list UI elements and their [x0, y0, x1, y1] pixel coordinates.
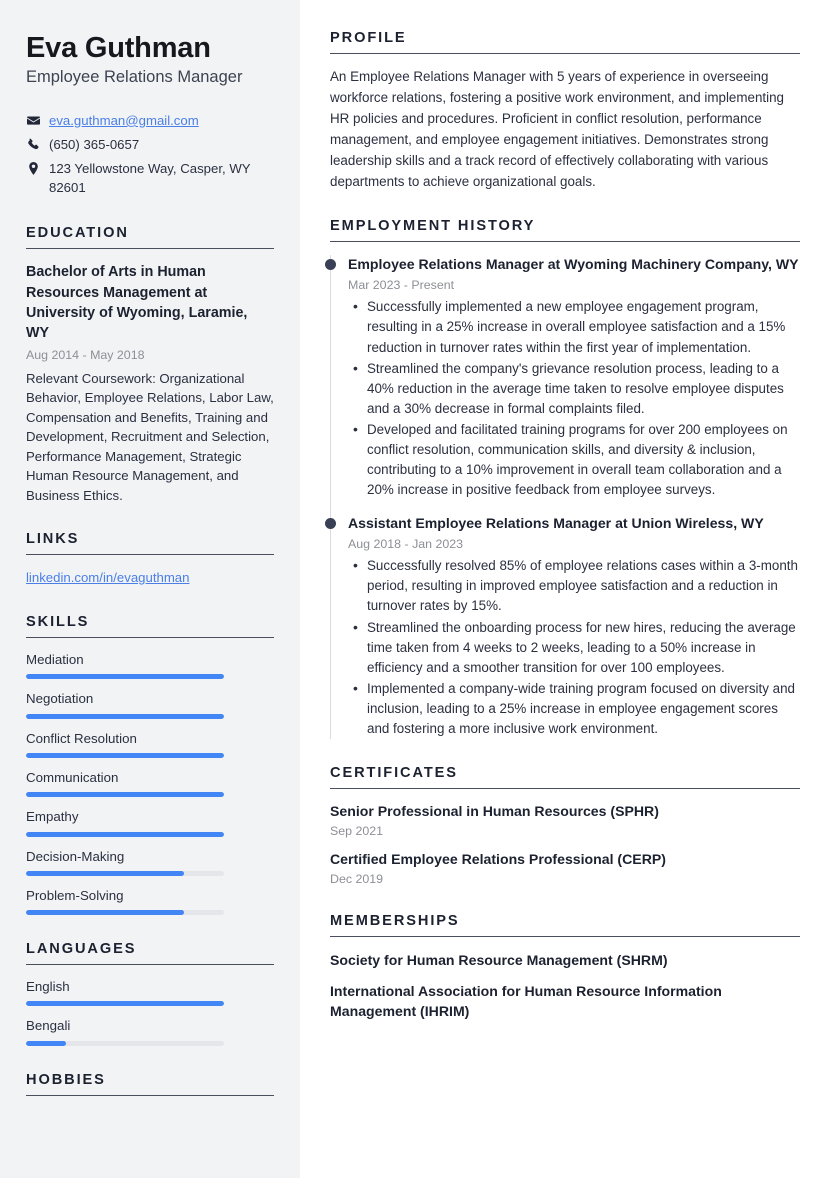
section-heading-skills: SKILLS — [26, 614, 274, 638]
job-bullet: • Successfully implemented a new employee engagement program, resulting in a 25% increase in overall employee satisfaction and a 15% reduction in turnover rates within the first year of implementation. — [348, 297, 800, 357]
skill-item — [26, 808, 274, 836]
profile-text: An Employee Relations Manager with 5 years of experience in overseeing workforce relations, fostering a positive work environment, and implementing HR policies and procedures. Proficient in conflict resolution, performance management, and employee engagement initiatives. Demonstrates strong leadership skills and a track record of effectively collaborating with various departments to achieve organizational goals. — [330, 69, 785, 189]
job-title: Assistant Employee Relations Manager at Union Wireless, WY — [348, 515, 764, 532]
skill-label: Mediation — [26, 652, 84, 668]
membership-item: Society for Human Resource Management (SHRM) — [330, 951, 668, 968]
skill-bar-fill — [26, 792, 224, 797]
language-label: Bengali — [26, 1018, 71, 1034]
section-education — [26, 225, 274, 505]
skill-bar-fill — [26, 832, 224, 837]
language-bar-fill — [26, 1001, 224, 1006]
certificate-title: Certified Employee Relations Professional (CERP) — [330, 851, 666, 868]
linkedin-link[interactable]: linkedin.com/in/evaguthman — [26, 570, 190, 586]
language-label: English — [26, 979, 70, 995]
job-title: Employee Relations Manager at Wyoming Machinery Company, WY — [348, 256, 799, 273]
job-entry — [348, 514, 800, 739]
certificate-date: Dec 2019 — [330, 871, 384, 886]
skill-item — [26, 690, 274, 718]
section-hobbies — [26, 1072, 274, 1096]
page-title: Eva Guthman — [26, 32, 211, 64]
skill-item — [26, 848, 274, 876]
education-title: Bachelor of Arts in Human Resources Management at University of Wyoming, Laramie, WY — [26, 264, 248, 342]
job-date: Mar 2023 - Present — [348, 278, 455, 293]
email-link[interactable]: eva.guthman@gmail.com — [49, 112, 199, 128]
section-memberships — [330, 913, 800, 1021]
skill-item — [26, 730, 274, 758]
phone-value: (650) 365-0657 — [49, 136, 140, 152]
job-bullet: • Streamlined the company's grievance resolution process, leading to a 40% reduction in the average time taken to resolve employee disputes and a 30% decrease in formal complaints filed. — [348, 359, 800, 419]
sidebar — [0, 0, 300, 1178]
language-item — [26, 978, 274, 1006]
skill-bar-track — [26, 674, 224, 679]
section-profile — [330, 30, 800, 192]
section-heading-memberships: MEMBERSHIPS — [330, 913, 800, 937]
section-heading-certificates: CERTIFICATES — [330, 765, 800, 789]
section-heading-profile: PROFILE — [330, 30, 800, 54]
skill-bar-track — [26, 871, 224, 876]
contact-row-email[interactable] — [26, 111, 274, 130]
certificate-date: Sep 2021 — [330, 823, 384, 838]
section-certificates — [330, 765, 800, 887]
phone-icon — [26, 135, 40, 151]
section-languages — [26, 941, 274, 1046]
skill-bar-fill — [26, 714, 224, 719]
contact-row-phone — [26, 135, 274, 154]
certificate-item — [330, 802, 800, 839]
skill-bar-track — [26, 910, 224, 915]
skill-label: Decision-Making — [26, 848, 125, 864]
section-employment-history — [330, 218, 800, 739]
skill-bar-track — [26, 753, 224, 758]
language-bar-fill — [26, 1041, 66, 1046]
main-column — [300, 0, 833, 1178]
job-bullet: • Developed and facilitated training programs for over 200 employees on conflict resolution, communication skills, and diversity & inclusion, contributing to a 10% improvement in overall team collaboration and a 20% increase in positive feedback from employee surveys. — [348, 420, 800, 500]
membership-item: International Association for Human Resource Information Management (IHRIM) — [330, 982, 722, 1019]
job-date: Aug 2018 - Jan 2023 — [348, 537, 464, 552]
section-heading-hobbies: HOBBIES — [26, 1072, 274, 1096]
location-pin-icon — [26, 159, 40, 175]
header-job-title: Employee Relations Manager — [26, 68, 243, 87]
language-item — [26, 1017, 274, 1045]
skill-bar-track — [26, 832, 224, 837]
language-bar-track — [26, 1001, 224, 1006]
contact-row-address — [26, 159, 274, 197]
job-bullet: • Implemented a company-wide training program focused on diversity and inclusion, leading to a 25% increase in employee engagement scores and fostering a more inclusive work environment. — [348, 679, 800, 739]
timeline-dot-icon — [325, 518, 336, 529]
skill-bar-fill — [26, 674, 224, 679]
language-bar-track — [26, 1041, 224, 1046]
skill-bar-fill — [26, 753, 224, 758]
address-value: 123 Yellowstone Way, Casper, WY 82601 — [49, 161, 251, 196]
employment-timeline — [330, 255, 800, 739]
section-heading-links: LINKS — [26, 531, 274, 555]
skill-bar-track — [26, 714, 224, 719]
section-links — [26, 531, 274, 588]
skill-label: Negotiation — [26, 691, 94, 707]
skill-label: Conflict Resolution — [26, 730, 137, 746]
skill-label: Empathy — [26, 809, 79, 825]
skill-item — [26, 651, 274, 679]
job-bullet-list — [348, 556, 800, 739]
section-heading-education: EDUCATION — [26, 225, 274, 249]
job-bullet: • Streamlined the onboarding process for new hires, reducing the average time taken from 4 weeks to 2 weeks, leading to a 50% increase in efficiency and a smoother transition for over 100 employees. — [348, 618, 800, 678]
envelope-icon — [26, 111, 40, 127]
section-heading-languages: LANGUAGES — [26, 941, 274, 965]
skill-bar-track — [26, 792, 224, 797]
contact-list — [26, 111, 274, 198]
job-bullet-list — [348, 297, 800, 500]
skill-label: Problem-Solving — [26, 887, 124, 903]
job-bullet: • Successfully resolved 85% of employee relations cases within a 3-month period, resulting in improved employee satisfaction and a reduction in turnover rates by 15%. — [348, 556, 800, 616]
certificate-title: Senior Professional in Human Resources (SPHR) — [330, 803, 659, 820]
section-heading-employment: EMPLOYMENT HISTORY — [330, 218, 800, 242]
education-date: Aug 2014 - May 2018 — [26, 347, 145, 362]
education-item — [26, 262, 274, 505]
link-item[interactable] — [26, 568, 274, 588]
skill-item — [26, 887, 274, 915]
section-skills — [26, 614, 274, 915]
skill-bar-fill — [26, 871, 184, 876]
timeline-dot-icon — [325, 259, 336, 270]
skill-item — [26, 769, 274, 797]
skill-bar-fill — [26, 910, 184, 915]
job-entry — [348, 255, 800, 500]
skill-label: Communication — [26, 770, 119, 786]
education-description: Relevant Coursework: Organizational Behavior, Employee Relations, Labor Law, Compensation and Benefits, Training and Development, Recruitment and Selection, Performance Management, Strategic Human Resource Management, and Business Ethics. — [26, 370, 274, 503]
certificate-item — [330, 850, 800, 887]
